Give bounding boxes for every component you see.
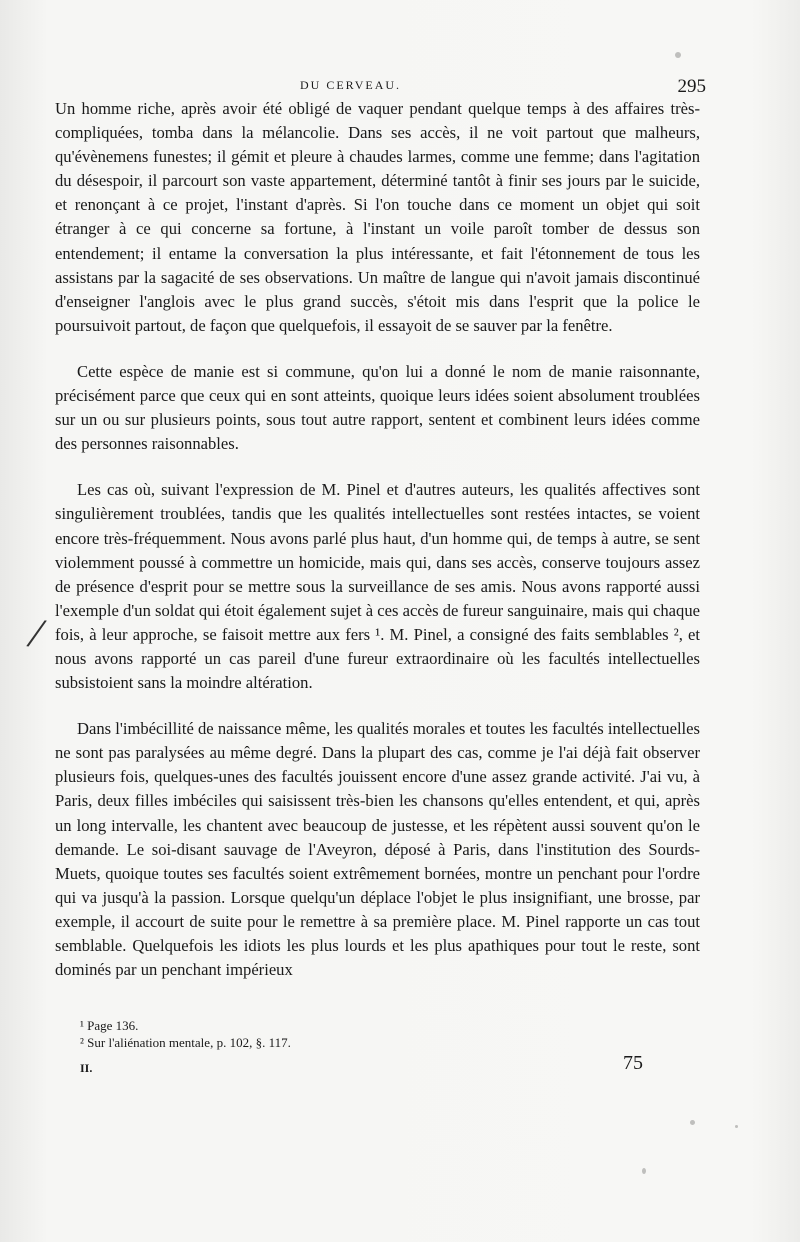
folio-number: 75: [623, 1052, 643, 1074]
handwritten-margin-mark: /: [26, 610, 45, 658]
paragraph-4: Dans l'imbécillité de naissance même, les qualités morales et toutes les facultés intellectuelles ne sont pas paralysées au même degré. Dans la plupart des cas, comme je l'ai déjà fait observer plusieurs fois, quelques-unes des facultés jouissent encore d'une assez grande activité. J'ai vu, à Paris, deux filles imbéciles qui saisissent très-bien les chansons qu'elles entendent, et qui, après un long intervalle, les chantent avec beaucoup de justesse, et les répètent aussi souvent qu'on le demande. Le soi-disant sauvage de l'Aveyron, déposé à Paris, dans l'institution des Sourds-Muets, quoique toutes ses facultés soient extrêmement bornées, montre un penchant pour l'ordre qui va jusqu'à la passion. Lorsque quelqu'un déplace l'objet le plus insignifiant, une brosse, par exemple, il accourt de suite pour le remettre à sa première place. M. Pinel rapporte un cas tout semblable. Quelquefois les idiots les plus lourds et les plus apathiques pour tout le reste, sont dominés par un penchant impérieux: [55, 719, 700, 980]
body-text: [55, 97, 700, 982]
paper-speck: [690, 1120, 695, 1125]
paper-speck: [642, 1168, 646, 1174]
paragraph-1: Un homme riche, après avoir été obligé de vaquer pendant quelque temps à des affaires très-compliquées, tomba dans la mélancolie. Dans ses accès, il ne voit partout que malheurs, qu'évènemens funestes; il gémit et pleure à chaudes larmes, comme une femme; dans l'agitation du désespoir, il parcourt son vaste appartement, déterminé tantôt à finir ses jours par le suicide, et renonçant à ce projet, l'instant d'après. Si l'on touche dans ce moment un objet qui soit étranger à ce qui concerne sa fortune, à l'instant un voile paroît tomber de dessus son entendement; il entame la conversation la plus intéressante, et fait l'étonnement de tous les assistans par la sagacité de ses observations. Un maître de langue qui n'avoit jamais discontinué d'enseigner l'anglois avec le plus grand succès, s'étoit mis dans l'esprit que la police le poursuivoit partout, de façon que quelquefois, il essayoit de se sauver par la fenêtre.: [55, 99, 700, 335]
footnotes: [80, 1017, 291, 1051]
paper-speck: [735, 1125, 738, 1128]
footnote-1: ¹ Page 136.: [80, 1018, 139, 1033]
running-head: DU CERVEAU.: [300, 78, 402, 92]
signature-mark: II.: [80, 1061, 93, 1075]
footnote-2: ² Sur l'aliénation mentale, p. 102, §. 117.: [80, 1035, 291, 1050]
paper-speck: [675, 52, 681, 58]
page-number: 295: [677, 76, 706, 97]
paragraph-3: Les cas où, suivant l'expression de M. Pinel et d'autres auteurs, les qualités affectives sont singulièrement troublées, tandis que les qualités intellectuelles sont restées intactes, se voient encore très-fréquemment. Nous avons parlé plus haut, d'un homme qui, de temps à autre, se sent violemment poussé à commettre un homicide, mais qui, dans ses accès, conserve toujours assez de présence d'esprit pour se mettre sous la surveillance de ses amis. Nous avons rapporté aussi l'exemple d'un soldat qui étoit également sujet à ces accès de fureur sanguinaire, mais qui chaque fois, à leur approche, se faisoit mettre aux fers ¹. M. Pinel, a consigné des faits semblables ², et nous avons rapporté un cas pareil d'une fureur extraordinaire où les facultés intellectuelles subsistoient sans la moindre altération.: [55, 480, 700, 693]
paragraph-2: Cette espèce de manie est si commune, qu'on lui a donné le nom de manie raisonnante, précisément parce que ceux qui en sont atteints, quoique leurs idées soient absolument troublées sur un ou sur plusieurs points, sous tout autre rapport, sentent et combinent leurs idées comme des personnes raisonnables.: [55, 361, 700, 454]
